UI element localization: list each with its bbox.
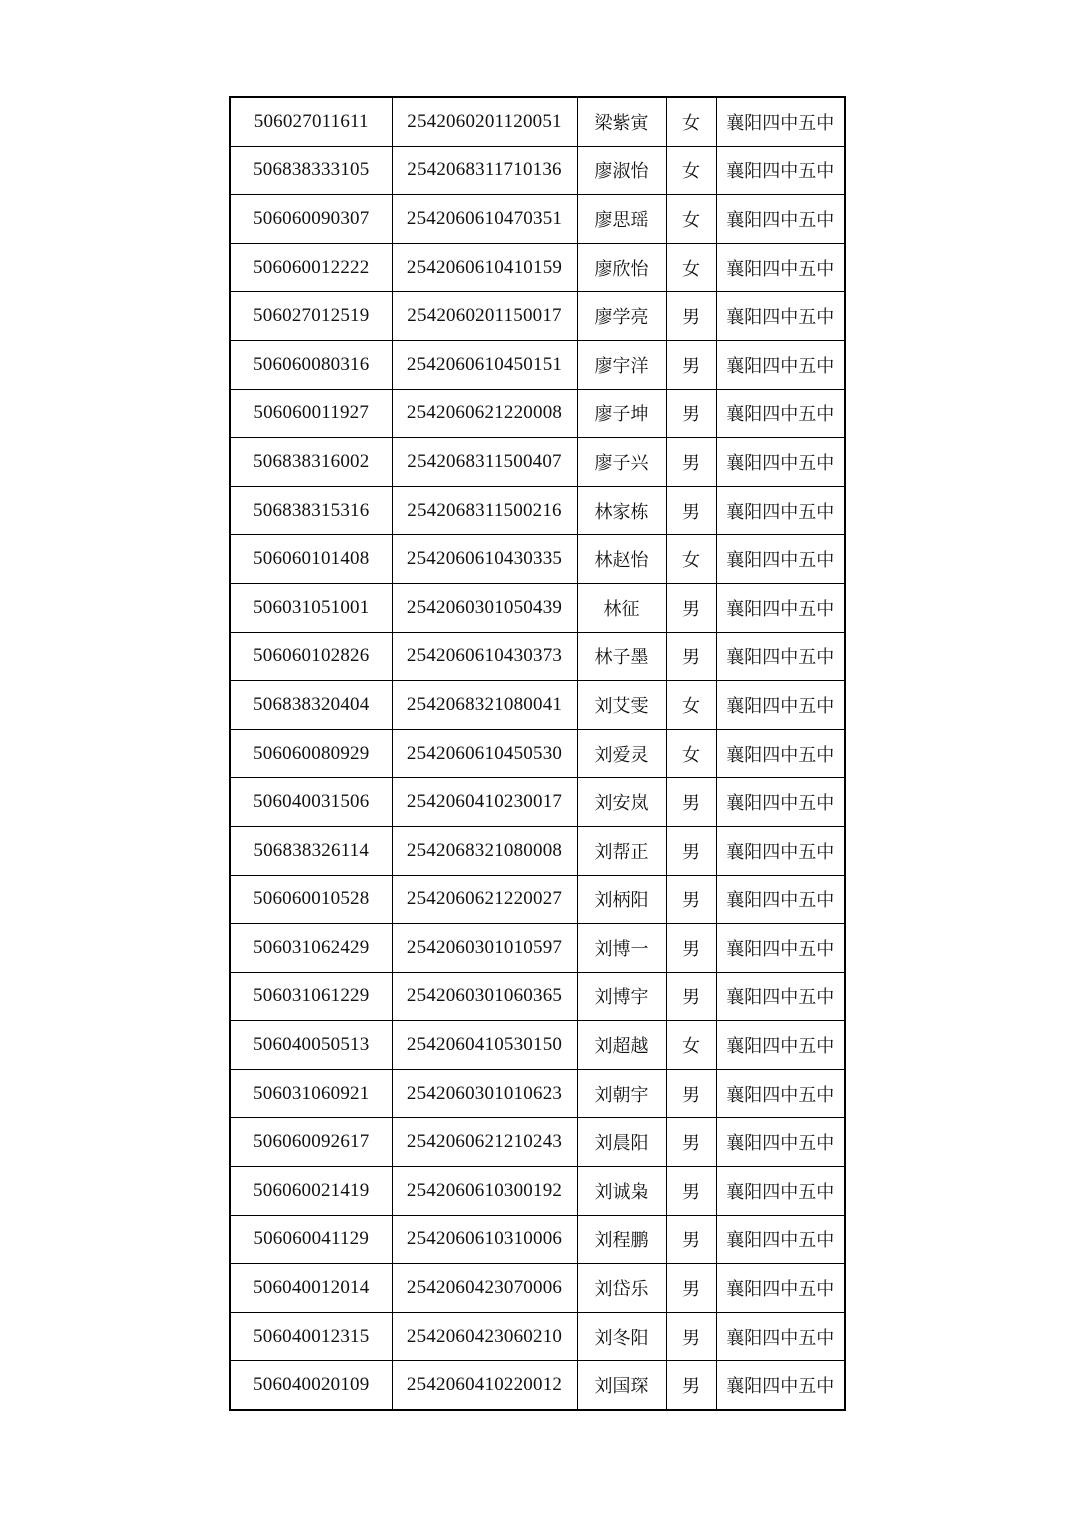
student-name-cell: 廖子兴 [577,438,666,487]
gender-cell: 女 [666,1021,716,1070]
roster-table-body [230,97,845,1410]
table-row [230,1264,845,1313]
student-name-cell: 刘冬阳 [577,1312,666,1361]
student-id-cell: 2542060201150017 [392,292,577,341]
student-id-cell: 2542068311500407 [392,438,577,487]
student-id-cell: 2542060301060365 [392,972,577,1021]
student-id-cell: 2542060410230017 [392,778,577,827]
candidate-number-cell: 506060021419 [230,1167,392,1216]
school-cell: 襄阳四中五中 [716,146,845,195]
table-row [230,486,845,535]
candidate-number-cell: 506031061229 [230,972,392,1021]
gender-cell: 男 [666,438,716,487]
table-row [230,340,845,389]
student-id-cell: 2542060423060210 [392,1312,577,1361]
student-name-cell: 刘柄阳 [577,875,666,924]
student-id-cell: 2542060610430373 [392,632,577,681]
school-cell: 襄阳四中五中 [716,632,845,681]
school-cell: 襄阳四中五中 [716,681,845,730]
student-name-cell: 廖欣怡 [577,243,666,292]
gender-cell: 男 [666,1215,716,1264]
student-id-cell: 2542060621210243 [392,1118,577,1167]
school-cell: 襄阳四中五中 [716,535,845,584]
student-name-cell: 刘诚枭 [577,1167,666,1216]
gender-cell: 女 [666,146,716,195]
candidate-number-cell: 506031062429 [230,924,392,973]
student-id-cell: 2542060610450530 [392,729,577,778]
student-id-cell: 2542060201120051 [392,97,577,146]
candidate-number-cell: 506040020109 [230,1361,392,1410]
candidate-number-cell: 506060101408 [230,535,392,584]
student-id-cell: 2542068311500216 [392,486,577,535]
student-id-cell: 2542060610450151 [392,340,577,389]
candidate-number-cell: 506838326114 [230,826,392,875]
gender-cell: 男 [666,875,716,924]
school-cell: 襄阳四中五中 [716,195,845,244]
candidate-number-cell: 506060080929 [230,729,392,778]
gender-cell: 男 [666,924,716,973]
school-cell: 襄阳四中五中 [716,1264,845,1313]
table-row [230,389,845,438]
gender-cell: 男 [666,583,716,632]
table-row [230,1361,845,1410]
school-cell: 襄阳四中五中 [716,1215,845,1264]
candidate-number-cell: 506060012222 [230,243,392,292]
school-cell: 襄阳四中五中 [716,729,845,778]
school-cell: 襄阳四中五中 [716,1118,845,1167]
school-cell: 襄阳四中五中 [716,486,845,535]
table-row [230,535,845,584]
school-cell: 襄阳四中五中 [716,292,845,341]
school-cell: 襄阳四中五中 [716,972,845,1021]
table-row [230,729,845,778]
student-name-cell: 刘岱乐 [577,1264,666,1313]
school-cell: 襄阳四中五中 [716,1361,845,1410]
table-row [230,826,845,875]
table-row [230,1312,845,1361]
student-id-cell: 2542060301010597 [392,924,577,973]
student-name-cell: 廖淑怡 [577,146,666,195]
student-name-cell: 刘超越 [577,1021,666,1070]
gender-cell: 男 [666,1361,716,1410]
table-row [230,583,845,632]
gender-cell: 男 [666,826,716,875]
student-id-cell: 2542068321080041 [392,681,577,730]
student-id-cell: 2542060610310006 [392,1215,577,1264]
gender-cell: 男 [666,292,716,341]
gender-cell: 男 [666,1118,716,1167]
gender-cell: 男 [666,972,716,1021]
candidate-number-cell: 506060011927 [230,389,392,438]
table-row [230,681,845,730]
student-name-cell: 廖宇洋 [577,340,666,389]
candidate-number-cell: 506060102826 [230,632,392,681]
table-row [230,438,845,487]
candidate-number-cell: 506027012519 [230,292,392,341]
gender-cell: 男 [666,1312,716,1361]
table-row [230,243,845,292]
candidate-number-cell: 506031060921 [230,1069,392,1118]
student-name-cell: 林赵怡 [577,535,666,584]
student-id-cell: 2542060301050439 [392,583,577,632]
candidate-number-cell: 506060080316 [230,340,392,389]
gender-cell: 男 [666,778,716,827]
student-name-cell: 梁紫寅 [577,97,666,146]
gender-cell: 女 [666,195,716,244]
gender-cell: 男 [666,632,716,681]
student-name-cell: 刘晨阳 [577,1118,666,1167]
candidate-number-cell: 506040012315 [230,1312,392,1361]
school-cell: 襄阳四中五中 [716,97,845,146]
student-id-cell: 2542060621220008 [392,389,577,438]
student-id-cell: 2542060410530150 [392,1021,577,1070]
candidate-number-cell: 506040050513 [230,1021,392,1070]
student-id-cell: 2542060301010623 [392,1069,577,1118]
gender-cell: 男 [666,486,716,535]
student-name-cell: 刘安岚 [577,778,666,827]
gender-cell: 男 [666,389,716,438]
table-row [230,875,845,924]
student-id-cell: 2542060621220027 [392,875,577,924]
school-cell: 襄阳四中五中 [716,243,845,292]
student-id-cell: 2542060610470351 [392,195,577,244]
school-cell: 襄阳四中五中 [716,583,845,632]
student-name-cell: 刘博宇 [577,972,666,1021]
table-row [230,1215,845,1264]
school-cell: 襄阳四中五中 [716,438,845,487]
candidate-number-cell: 506040031506 [230,778,392,827]
candidate-number-cell: 506040012014 [230,1264,392,1313]
candidate-number-cell: 506838320404 [230,681,392,730]
gender-cell: 女 [666,243,716,292]
student-name-cell: 林家栋 [577,486,666,535]
candidate-number-cell: 506060041129 [230,1215,392,1264]
table-row [230,632,845,681]
candidate-number-cell: 506838333105 [230,146,392,195]
roster-table [229,96,846,1411]
gender-cell: 男 [666,1069,716,1118]
table-row [230,292,845,341]
school-cell: 襄阳四中五中 [716,389,845,438]
table-row [230,924,845,973]
gender-cell: 女 [666,681,716,730]
table-row [230,195,845,244]
student-name-cell: 廖学亮 [577,292,666,341]
school-cell: 襄阳四中五中 [716,1021,845,1070]
school-cell: 襄阳四中五中 [716,778,845,827]
gender-cell: 男 [666,340,716,389]
student-name-cell: 刘帮正 [577,826,666,875]
school-cell: 襄阳四中五中 [716,1312,845,1361]
gender-cell: 女 [666,535,716,584]
table-row [230,97,845,146]
candidate-number-cell: 506838315316 [230,486,392,535]
student-id-cell: 2542068311710136 [392,146,577,195]
candidate-number-cell: 506838316002 [230,438,392,487]
candidate-number-cell: 506060010528 [230,875,392,924]
table-row [230,1021,845,1070]
school-cell: 襄阳四中五中 [716,924,845,973]
school-cell: 襄阳四中五中 [716,875,845,924]
student-name-cell: 刘朝宇 [577,1069,666,1118]
gender-cell: 女 [666,729,716,778]
student-name-cell: 林子墨 [577,632,666,681]
school-cell: 襄阳四中五中 [716,826,845,875]
table-row [230,1118,845,1167]
student-id-cell: 2542060423070006 [392,1264,577,1313]
table-row [230,1167,845,1216]
student-name-cell: 廖思瑶 [577,195,666,244]
student-name-cell: 廖子坤 [577,389,666,438]
gender-cell: 男 [666,1167,716,1216]
student-name-cell: 刘博一 [577,924,666,973]
gender-cell: 女 [666,97,716,146]
student-id-cell: 2542068321080008 [392,826,577,875]
student-name-cell: 刘艾雯 [577,681,666,730]
table-row [230,1069,845,1118]
school-cell: 襄阳四中五中 [716,340,845,389]
gender-cell: 男 [666,1264,716,1313]
table-row [230,778,845,827]
student-name-cell: 刘程鹏 [577,1215,666,1264]
school-cell: 襄阳四中五中 [716,1069,845,1118]
candidate-number-cell: 506060090307 [230,195,392,244]
candidate-number-cell: 506031051001 [230,583,392,632]
school-cell: 襄阳四中五中 [716,1167,845,1216]
candidate-number-cell: 506027011611 [230,97,392,146]
student-name-cell: 林征 [577,583,666,632]
student-id-cell: 2542060610410159 [392,243,577,292]
student-name-cell: 刘爱灵 [577,729,666,778]
student-name-cell: 刘国琛 [577,1361,666,1410]
candidate-number-cell: 506060092617 [230,1118,392,1167]
student-id-cell: 2542060610300192 [392,1167,577,1216]
table-row [230,972,845,1021]
table-row [230,146,845,195]
student-id-cell: 2542060410220012 [392,1361,577,1410]
student-id-cell: 2542060610430335 [392,535,577,584]
